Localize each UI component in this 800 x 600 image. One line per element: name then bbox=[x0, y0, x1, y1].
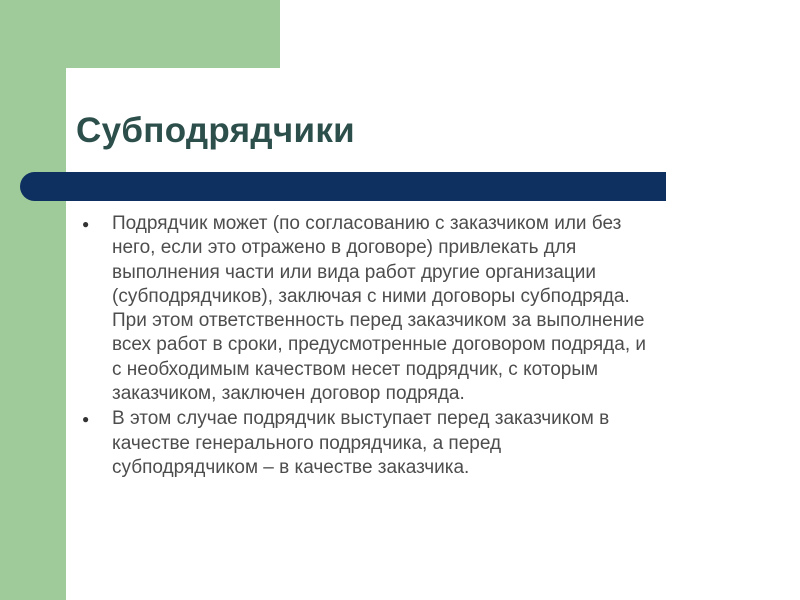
bullet-list bbox=[80, 212, 760, 481]
bullet-dot-icon: ● bbox=[82, 412, 90, 427]
bullet-line: с необходимым качеством несет подрядчик, с которым bbox=[112, 358, 599, 380]
bullet-line: заказчиком, заключен договор подряда. bbox=[112, 383, 465, 405]
bullet-dot-icon: ● bbox=[82, 217, 90, 231]
bullet-line: (субподрядчиков), заключая с ними договоры субподряда. bbox=[112, 285, 630, 307]
bullet-item-1 bbox=[80, 212, 760, 406]
title-divider-bar bbox=[20, 172, 666, 201]
bullet-line: Подрядчик может (по согласованию с заказчиком или без bbox=[112, 213, 622, 234]
bullet-line: всех работ в сроки, предусмотренные договором подряда, и bbox=[112, 334, 647, 356]
bullet-item-2 bbox=[80, 407, 760, 480]
top-accent-block bbox=[0, 0, 280, 68]
left-accent-bar bbox=[0, 0, 66, 600]
bullet-line: него, если это отражено в договоре) привлекать для bbox=[112, 237, 577, 259]
bullet-line: выполнения части или вида работ другие организации bbox=[112, 261, 596, 283]
slide-title: Субподрядчики bbox=[76, 111, 355, 150]
bullet-line: При этом ответственность перед заказчиком за выполнение bbox=[112, 310, 645, 332]
bullet-line: В этом случае подрядчик выступает перед заказчиком в bbox=[112, 408, 610, 430]
bullet-line: субподрядчиком – в качестве заказчика. bbox=[112, 456, 470, 478]
bullet-line: качестве генерального подрядчика, а перед bbox=[112, 432, 502, 454]
